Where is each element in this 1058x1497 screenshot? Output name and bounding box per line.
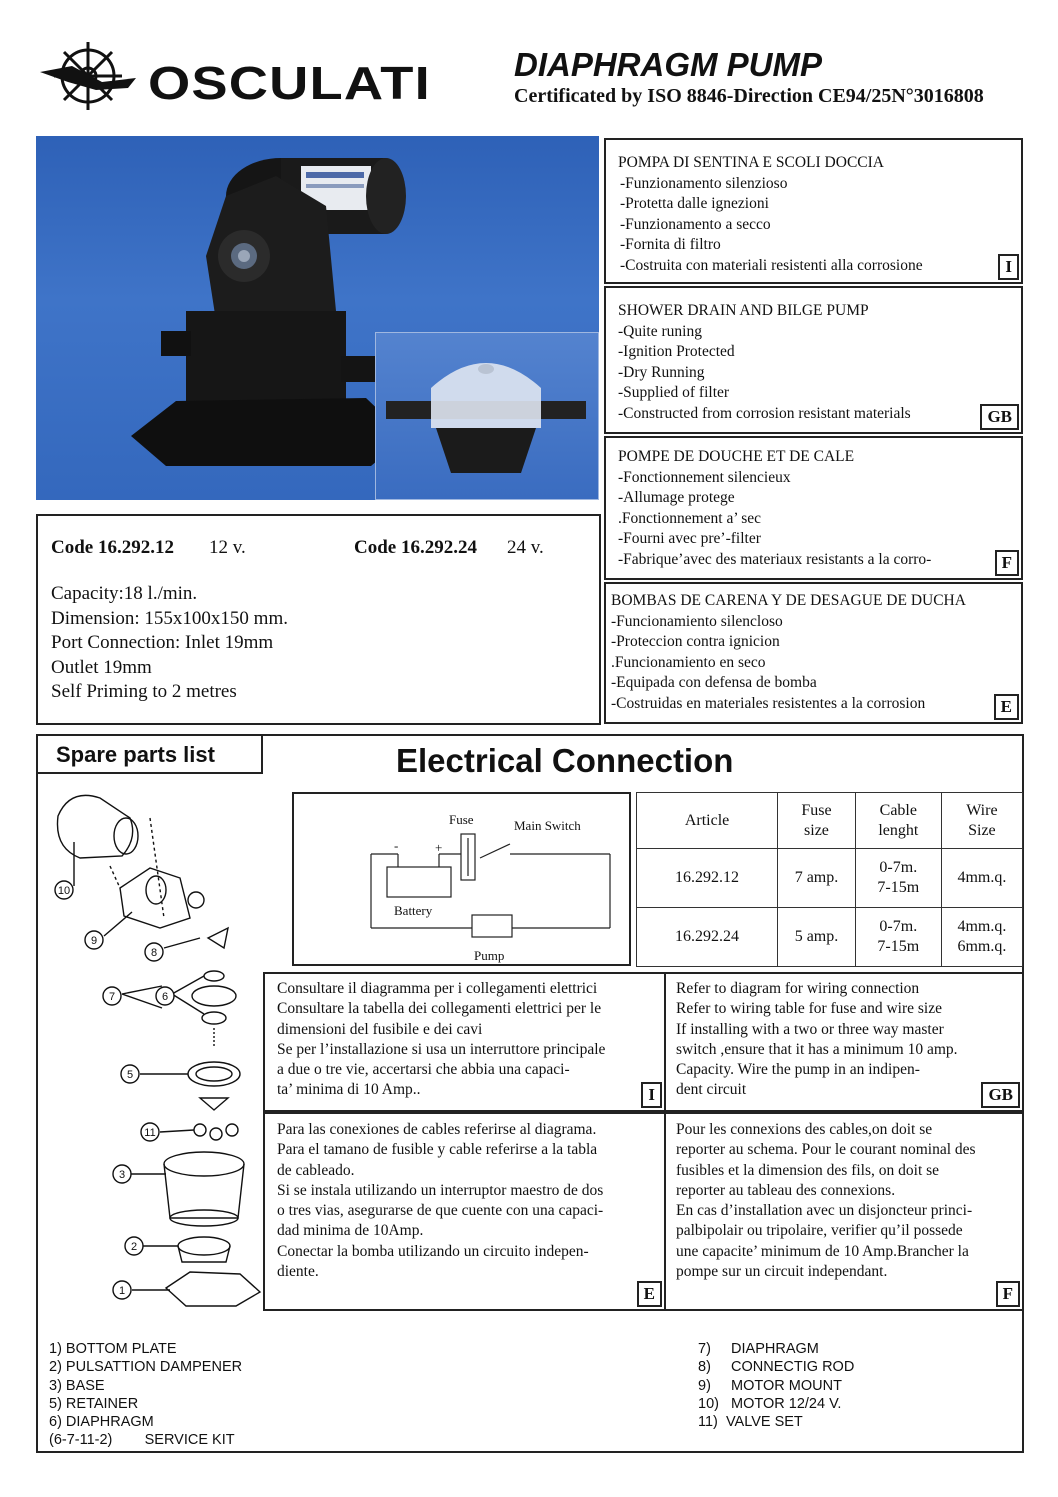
language-tag: F bbox=[995, 550, 1019, 576]
filter-image bbox=[376, 333, 598, 499]
voltage-12v: 12 v. bbox=[209, 537, 246, 558]
spec-dimension: Dimension: 155x100x150 mm. bbox=[51, 607, 288, 629]
spec-port-connection: Port Connection: Inlet 19mm bbox=[51, 632, 274, 653]
exploded-view-diagram bbox=[40, 778, 262, 1330]
feature-line: -Costruita con materiali resistenti alla corrosione bbox=[620, 256, 923, 274]
cell-article: 16.292.12 bbox=[637, 849, 778, 908]
list-item: 10) MOTOR 12/24 V. bbox=[698, 1395, 842, 1412]
instruction-line: reporter au tableau des connexions. bbox=[676, 1181, 896, 1199]
code-12v: Code 16.292.12 bbox=[51, 537, 174, 558]
description-heading: POMPA DI SENTINA E SCOLI DOCCIA bbox=[618, 154, 884, 171]
callout-label: 7 bbox=[108, 991, 116, 1003]
instruction-line: reporter au schema. Pour le courant nominal des bbox=[676, 1141, 976, 1159]
description-french bbox=[604, 436, 1023, 580]
instruction-line: ta’ minima di 10 Amp.. bbox=[277, 1081, 421, 1099]
feature-line: -Proteccion contra ignicion bbox=[611, 633, 780, 650]
cell-fuse: 7 amp. bbox=[778, 849, 856, 908]
instructions-english bbox=[664, 972, 1024, 1112]
brand-name: OSCULATI bbox=[148, 57, 431, 109]
instruction-line: Para el tamano de fusible y cable referirse a la tabla bbox=[277, 1141, 598, 1159]
description-heading: SHOWER DRAIN AND BILGE PUMP bbox=[618, 302, 869, 319]
voltage-24v: 24 v. bbox=[507, 537, 544, 558]
instruction-line: Refer to wiring table for fuse and wire size bbox=[676, 1000, 942, 1018]
feature-line: -Funzionamento a secco bbox=[620, 215, 771, 233]
cell-wire: 4mm.q. bbox=[941, 849, 1022, 908]
battery-plus-label: + bbox=[435, 840, 443, 855]
instruction-line: Conectar la bomba utilizando un circuito indepen- bbox=[277, 1242, 589, 1260]
spare-parts-title-box bbox=[36, 734, 263, 774]
spec-capacity: Capacity:18 l./min. bbox=[51, 583, 198, 604]
fuse-label: Fuse bbox=[449, 812, 474, 827]
callout-label: 9 bbox=[90, 935, 98, 947]
instruction-line: Pour les connexions des cables,on doit se bbox=[676, 1121, 933, 1138]
callout-label: 2 bbox=[130, 1241, 138, 1253]
instruction-line: En cas d’installation avec un disjoncteur princi- bbox=[676, 1202, 973, 1220]
ship-wheel-icon bbox=[32, 38, 144, 114]
spec-outlet: Outlet 19mm bbox=[51, 656, 152, 678]
feature-line: -Supplied of filter bbox=[618, 384, 730, 401]
filter-photo bbox=[375, 332, 599, 500]
instruction-line: a due o tre vie, accertarsi che abbia una capaci- bbox=[277, 1061, 570, 1079]
language-tag: I bbox=[998, 254, 1019, 280]
callout-label: 1 bbox=[118, 1285, 126, 1297]
instructions-french bbox=[664, 1112, 1024, 1311]
instruction-line: diente. bbox=[277, 1263, 319, 1281]
language-tag: F bbox=[996, 1281, 1020, 1307]
specifications-box bbox=[36, 514, 601, 725]
list-item: 6) DIAPHRAGM bbox=[49, 1414, 154, 1431]
instruction-line: Para las conexiones de cables referirse al diagrama. bbox=[277, 1121, 597, 1138]
cell-fuse: 5 amp. bbox=[778, 908, 856, 967]
feature-line: -Constructed from corrosion resistant materials bbox=[618, 404, 911, 422]
callout-label: 8 bbox=[150, 947, 158, 959]
instruction-line: Capacity. Wire the pump in an indipen- bbox=[676, 1061, 920, 1079]
list-item: 7) DIAPHRAGM bbox=[698, 1341, 819, 1357]
feature-line: -Dry Running bbox=[618, 363, 705, 381]
instruction-line: If installing with a two or three way master bbox=[676, 1020, 944, 1038]
language-tag: E bbox=[637, 1281, 662, 1307]
instruction-line: dent circuit bbox=[676, 1081, 747, 1099]
language-tag: I bbox=[641, 1082, 662, 1108]
list-item: 11) VALVE SET bbox=[698, 1414, 803, 1431]
cell-article: 16.292.24 bbox=[637, 908, 778, 967]
brand-logo bbox=[32, 38, 144, 114]
spec-self-priming: Self Priming to 2 metres bbox=[51, 681, 237, 702]
instruction-line: Consultare la tabella dei collegamenti elettrici per le bbox=[277, 1000, 602, 1018]
list-item: 1) BOTTOM PLATE bbox=[49, 1341, 177, 1357]
instruction-line: Si se instala utilizando un interruptor maestro de dos bbox=[277, 1181, 604, 1199]
callout-label: 11 bbox=[144, 1127, 156, 1139]
code-24v: Code 16.292.24 bbox=[354, 537, 477, 558]
instruction-line: dimensioni del fusibile e dei cavi bbox=[277, 1020, 483, 1038]
wiring-diagram bbox=[292, 792, 631, 966]
certification-subtitle: Certificated by ISO 8846-Direction CE94/25N°3016808 bbox=[514, 85, 984, 107]
list-item: 5) RETAINER bbox=[49, 1395, 139, 1412]
spare-parts-title: Spare parts list bbox=[56, 742, 215, 767]
feature-line: -Funzionamento silenzioso bbox=[620, 174, 788, 192]
table-row bbox=[637, 849, 1023, 908]
list-item: 9) MOTOR MOUNT bbox=[698, 1377, 842, 1394]
description-spanish bbox=[604, 582, 1023, 724]
page-title: DIAPHRAGM PUMP bbox=[514, 46, 823, 83]
list-item: 3) BASE bbox=[49, 1377, 105, 1394]
feature-line: -Fonctionnement silencieux bbox=[618, 468, 791, 486]
language-tag: GB bbox=[981, 1082, 1020, 1108]
list-item: (6-7-11-2) SERVICE KIT bbox=[49, 1432, 235, 1449]
header-article: Article bbox=[637, 793, 778, 849]
instruction-line: Se per l’installazione si usa un interruttore principale bbox=[277, 1040, 606, 1058]
battery-label: Battery bbox=[394, 903, 433, 918]
list-item: 2) PULSATTION DAMPENER bbox=[49, 1359, 243, 1376]
header-fuse-size: Fuse size bbox=[778, 793, 856, 849]
cell-cable: 0-7m. 7-15m bbox=[855, 849, 941, 908]
instruction-line: de cableado. bbox=[277, 1161, 355, 1179]
callout-label: 6 bbox=[161, 991, 169, 1003]
feature-line: -Protetta dalle ignezioni bbox=[620, 195, 769, 212]
cell-cable: 0-7m. 7-15m bbox=[855, 908, 941, 967]
feature-line: -Quite runing bbox=[618, 322, 702, 340]
description-heading: BOMBAS DE CARENA Y DE DESAGUE DE DUCHA bbox=[611, 592, 966, 609]
instruction-line: une capacite’ minimum de 10 Amp.Brancher la bbox=[676, 1242, 969, 1260]
description-english bbox=[604, 286, 1023, 434]
circuit-drawing bbox=[294, 794, 629, 964]
instruction-line: palbipolair ou tripolaire, verifier qu’il possede bbox=[676, 1222, 963, 1240]
exploded-parts-drawing bbox=[40, 778, 262, 1330]
instruction-line: fusibles et la dimension des fils, on doit se bbox=[676, 1161, 940, 1179]
callout-label: 10 bbox=[57, 885, 71, 897]
callout-label: 5 bbox=[126, 1069, 134, 1081]
feature-line: -Funcionamiento silencloso bbox=[611, 612, 783, 630]
pump-label: Pump bbox=[474, 948, 505, 963]
instruction-line: o tres vias, asegurarse de que cuente con una capaci- bbox=[277, 1202, 604, 1220]
cell-wire: 4mm.q. 6mm.q. bbox=[941, 908, 1022, 967]
instruction-line: Consultare il diagramma per i collegamenti elettrici bbox=[277, 980, 598, 997]
feature-line: -Costruidas en materiales resistentes a la corrosion bbox=[611, 694, 926, 712]
language-tag: GB bbox=[980, 404, 1019, 430]
electrical-connection-title: Electrical Connection bbox=[396, 742, 734, 779]
instruction-line: Refer to diagram for wiring connection bbox=[676, 980, 920, 997]
description-heading: POMPE DE DOUCHE ET DE CALE bbox=[618, 448, 855, 465]
wire-size-table bbox=[636, 792, 1023, 966]
description-italian bbox=[604, 138, 1023, 284]
feature-line: -Equipada con defensa de bomba bbox=[611, 674, 817, 691]
parts-list-left bbox=[49, 1340, 242, 1450]
feature-line: -Fourni avec pre’-filter bbox=[618, 530, 761, 547]
instruction-line: switch ,ensure that it has a minimum 10 amp. bbox=[676, 1040, 958, 1058]
feature-line: -Allumage protege bbox=[618, 489, 735, 506]
feature-line: -Fabrique’avec des materiaux resistants a la corro- bbox=[618, 550, 932, 568]
callout-label: 3 bbox=[118, 1169, 126, 1181]
table-row bbox=[637, 908, 1023, 967]
instruction-line: dad minima de 10Amp. bbox=[277, 1222, 424, 1240]
header-cable-length: Cable lenght bbox=[855, 793, 941, 849]
feature-line: -Fornita di filtro bbox=[620, 236, 721, 253]
main-switch-label: Main Switch bbox=[514, 818, 581, 833]
header-wire-size: Wire Size bbox=[941, 793, 1022, 849]
instructions-spanish bbox=[263, 1112, 666, 1311]
instructions-italian bbox=[263, 972, 666, 1112]
language-tag: E bbox=[994, 694, 1019, 720]
feature-line: -Ignition Protected bbox=[618, 343, 735, 360]
battery-minus-label: - bbox=[394, 838, 399, 853]
list-item: 8) CONNECTIG ROD bbox=[698, 1359, 855, 1376]
parts-list-right bbox=[698, 1340, 854, 1431]
instruction-line: pompe sur un circuit independant. bbox=[676, 1263, 888, 1281]
feature-line: .Funcionamiento en seco bbox=[611, 653, 766, 671]
feature-line: .Fonctionnement a’ sec bbox=[618, 509, 762, 527]
